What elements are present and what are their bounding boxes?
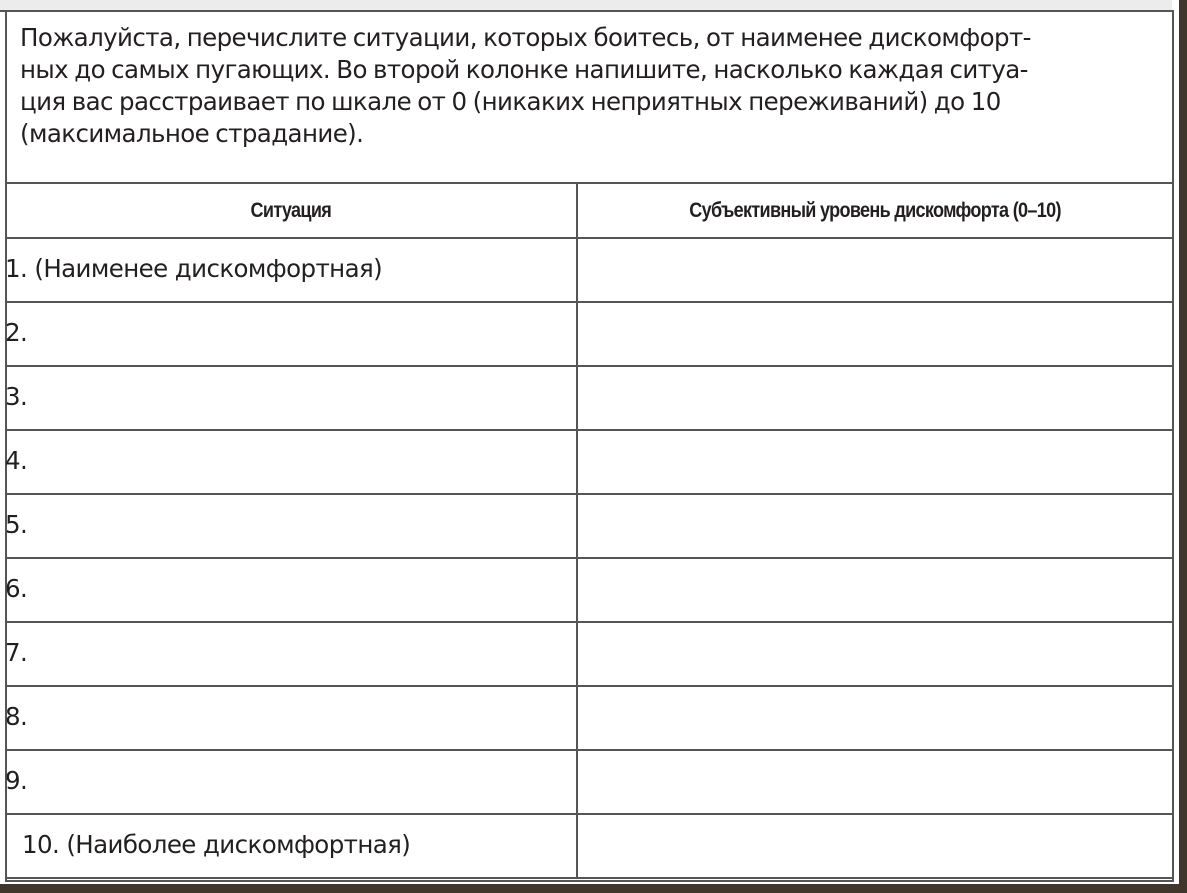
- table-header-row: [5, 183, 1172, 238]
- rating-cell[interactable]: [577, 302, 1172, 366]
- instructions-line: ных до самых пугающих. Во второй колонке напишите, насколько каждая ситуа-: [20, 55, 1028, 84]
- situation-cell[interactable]: 10. (Наиболее дискомфортная): [5, 814, 577, 878]
- rating-cell[interactable]: [577, 750, 1172, 814]
- table-row: [5, 558, 1172, 622]
- table-row: [5, 302, 1172, 366]
- situation-cell[interactable]: 9.: [5, 750, 577, 814]
- situation-cell[interactable]: 4.: [5, 430, 577, 494]
- column-header-discomfort: Субъективный уровень дискомфорта (0–10): [577, 183, 1172, 238]
- table-row: [5, 430, 1172, 494]
- table-row: [5, 686, 1172, 750]
- rating-cell[interactable]: [577, 238, 1172, 302]
- rating-cell[interactable]: [577, 622, 1172, 686]
- instructions-line: (максимальное страдание).: [20, 119, 364, 148]
- rating-cell[interactable]: [577, 366, 1172, 430]
- fear-hierarchy-table: [5, 182, 1172, 879]
- rating-cell[interactable]: [577, 430, 1172, 494]
- table-row: [5, 814, 1172, 878]
- table-row: [5, 238, 1172, 302]
- rating-cell[interactable]: [577, 814, 1172, 878]
- instructions-line: Пожалуйста, перечислите ситуации, которых боитесь, от наименее дискомфорт-: [20, 23, 1031, 52]
- situation-cell[interactable]: 3.: [5, 366, 577, 430]
- instructions-text: [20, 22, 1155, 150]
- situation-cell[interactable]: 8.: [5, 686, 577, 750]
- table-row: [5, 622, 1172, 686]
- situation-cell[interactable]: 5.: [5, 494, 577, 558]
- table-row: [5, 366, 1172, 430]
- table-row: [5, 494, 1172, 558]
- rating-cell[interactable]: [577, 686, 1172, 750]
- rating-cell[interactable]: [577, 494, 1172, 558]
- column-header-situation: Ситуация: [5, 183, 577, 238]
- situation-cell[interactable]: 7.: [5, 622, 577, 686]
- situation-cell[interactable]: 2.: [5, 302, 577, 366]
- instructions-line: ция вас расстраивает по шкале от 0 (никаких неприятных переживаний) до 10: [20, 87, 1001, 116]
- situation-cell[interactable]: 6.: [5, 558, 577, 622]
- table-row: [5, 750, 1172, 814]
- situation-cell[interactable]: 1. (Наименее дискомфортная): [5, 238, 577, 302]
- rating-cell[interactable]: [577, 558, 1172, 622]
